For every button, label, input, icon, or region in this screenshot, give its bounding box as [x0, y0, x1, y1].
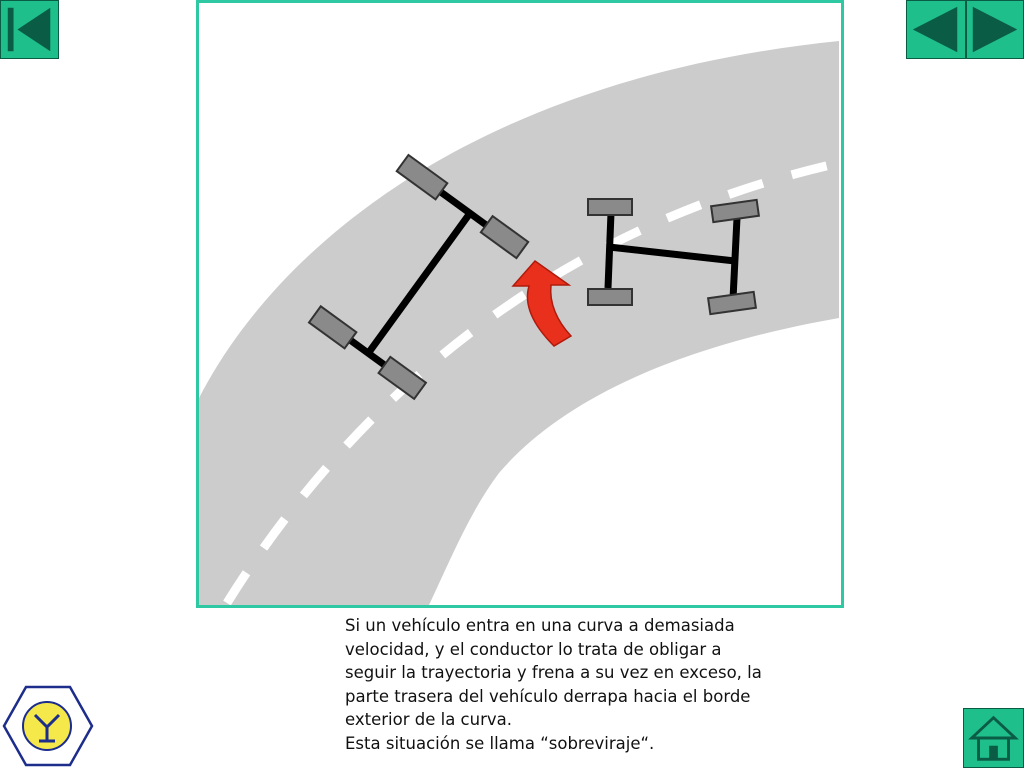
oversteer-illustration — [196, 0, 844, 608]
hexagon-emblem-icon[interactable] — [2, 685, 94, 767]
caption-paragraph: Si un vehículo entra en una curva a demasiada velocidad, y el conductor lo trata de obligar a seguir la trayectoria y frena a su vez en exceso, la parte trasera del vehículo derrapa hacia el borde exterior de la curva. — [345, 616, 762, 729]
wheel — [588, 289, 632, 305]
triangle-left-icon — [907, 1, 965, 58]
triangle-right-icon — [967, 1, 1023, 58]
caption-conclusion: Esta situación se llama “sobreviraje“. — [345, 733, 655, 753]
first-page-button[interactable] — [0, 0, 59, 59]
explanation-text — [345, 614, 765, 755]
road-curve-diagram — [199, 3, 841, 605]
previous-page-button[interactable] — [906, 0, 966, 59]
skip-to-first-icon — [1, 1, 58, 58]
road-surface — [199, 41, 839, 605]
home-button[interactable] — [963, 708, 1024, 768]
next-page-button[interactable] — [966, 0, 1024, 59]
wheel — [588, 199, 632, 215]
house-icon — [964, 709, 1023, 767]
